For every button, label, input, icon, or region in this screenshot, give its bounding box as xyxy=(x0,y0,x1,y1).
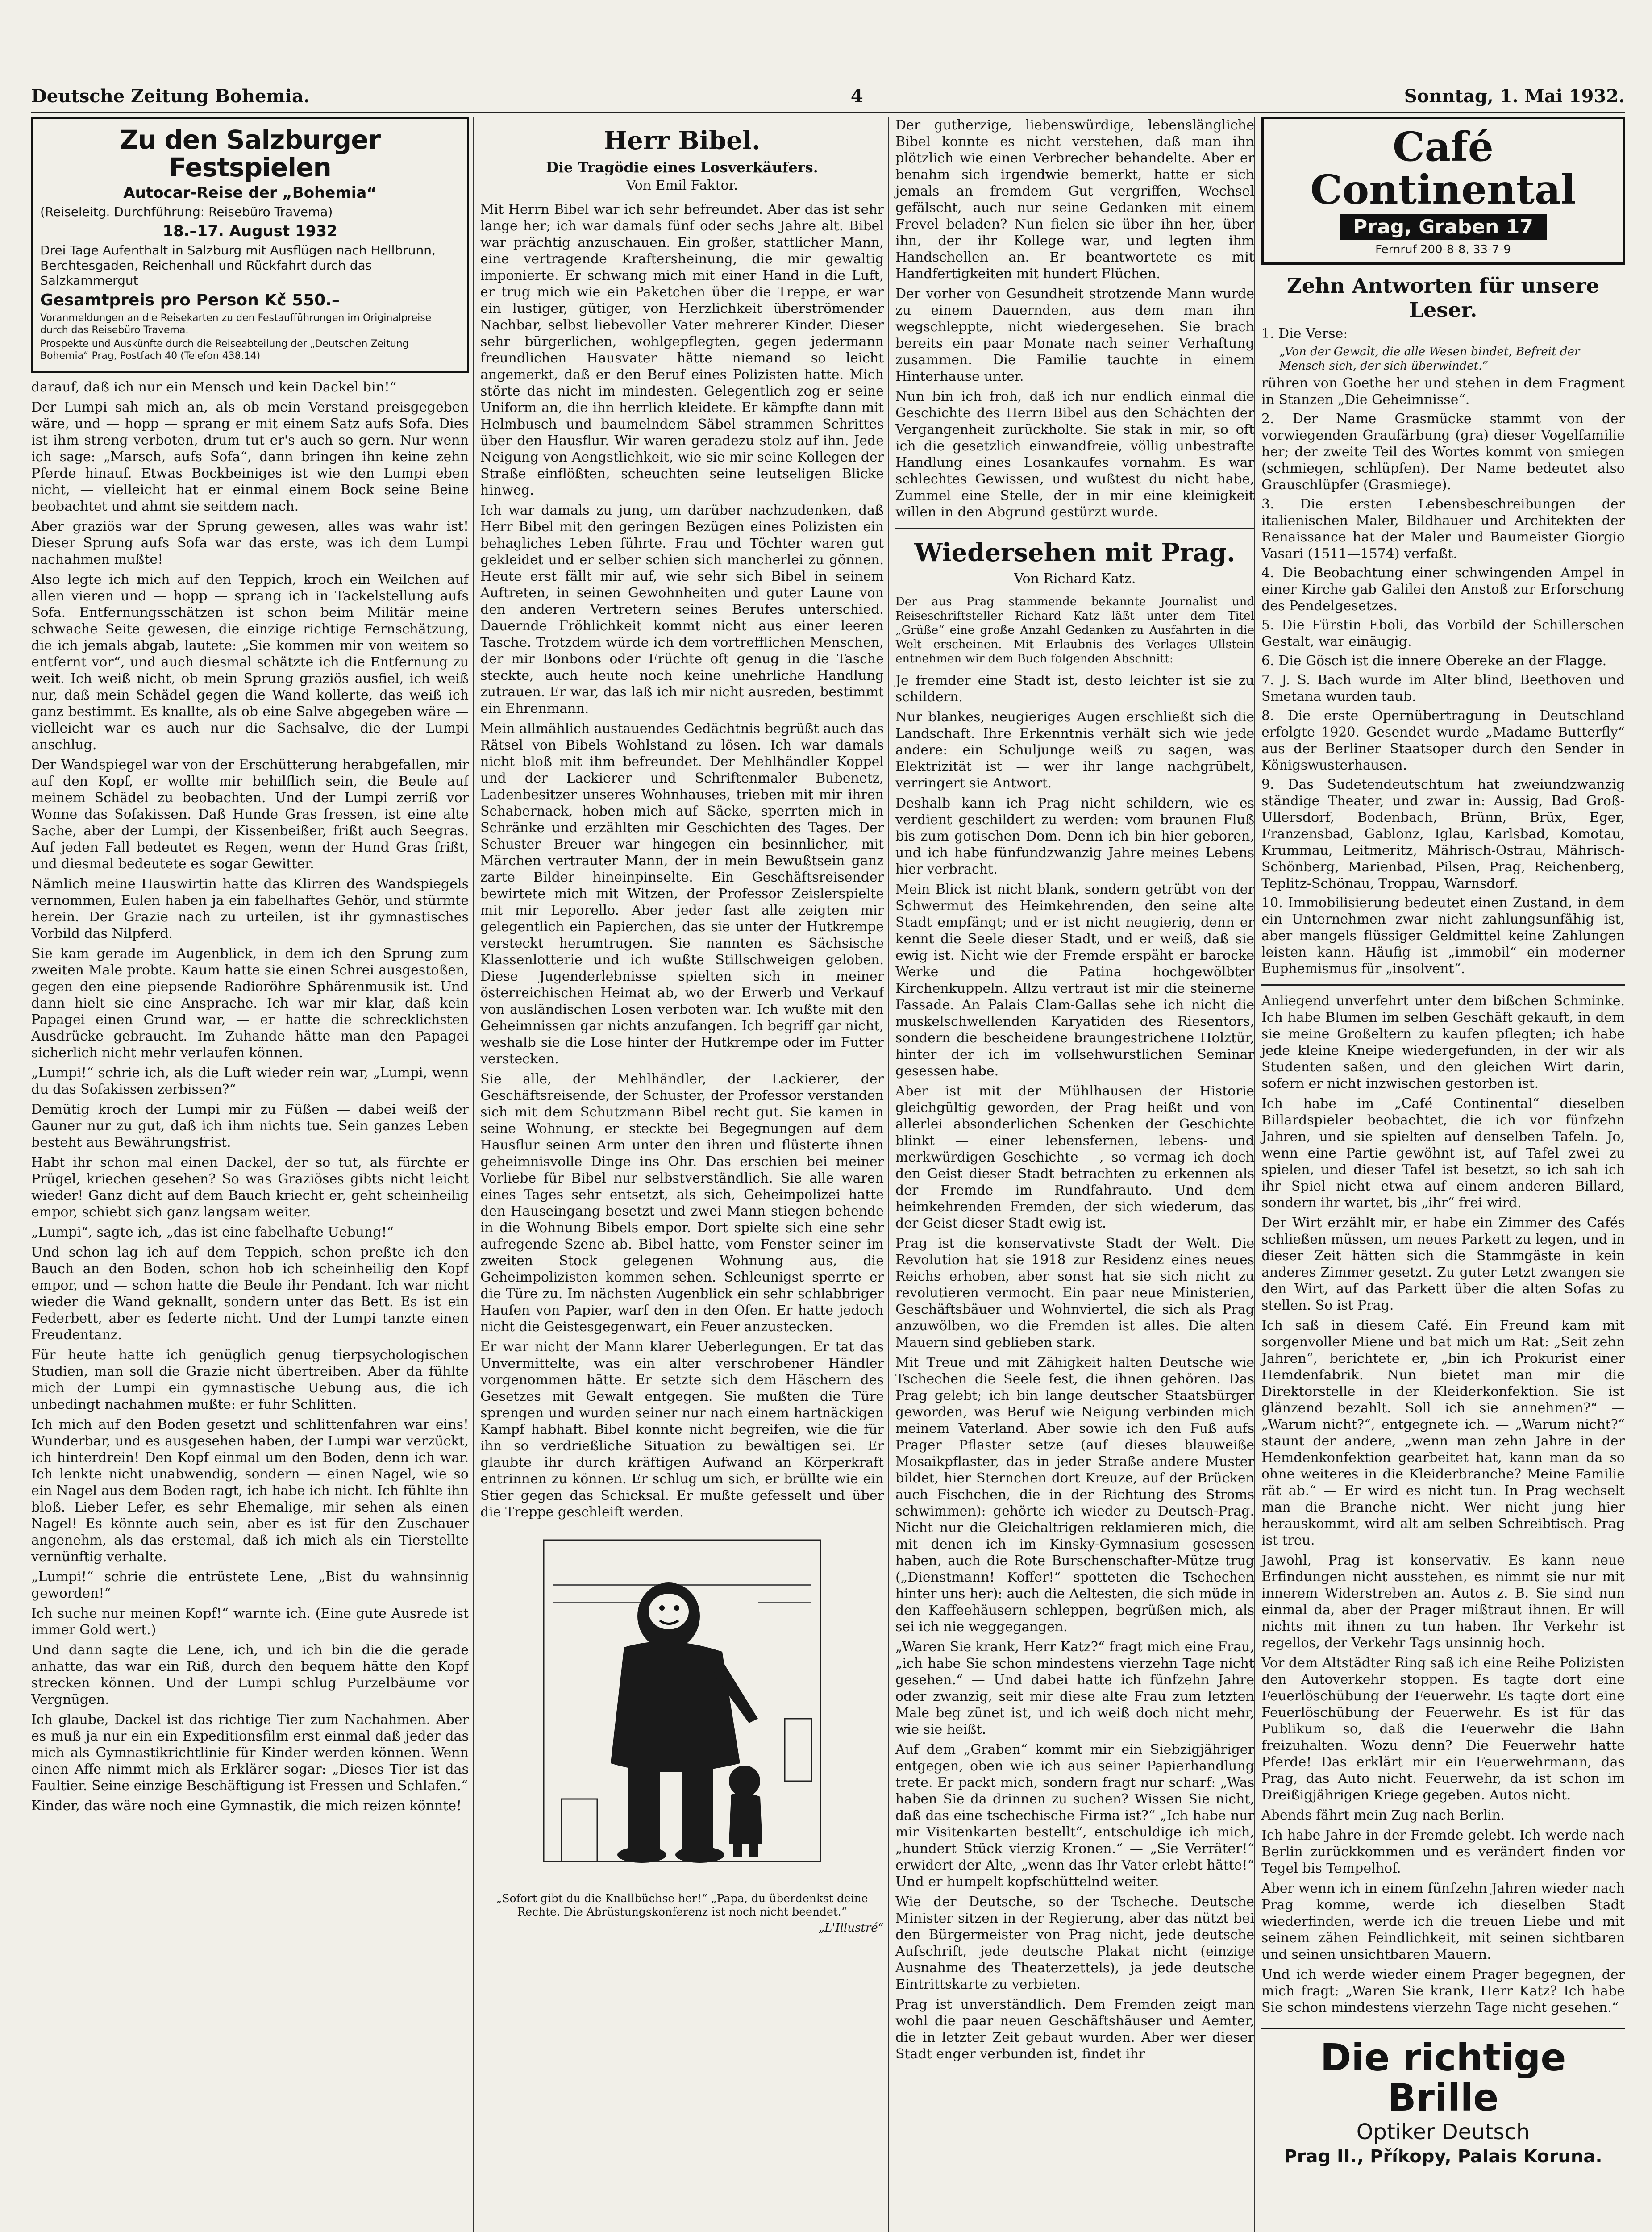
article-author-prag: Von Richard Katz. xyxy=(1014,571,1136,587)
cafe-title: Café Continental xyxy=(1310,123,1576,213)
ad-organizer: (Reiseleitg. Durchführung: Reisebüro Travema) xyxy=(40,204,333,219)
column-3 xyxy=(888,117,1254,2232)
article-title-prag: Wiedersehen mit Prag. xyxy=(914,538,1236,567)
list-item: 7. J. S. Bach wurde im Alter blind, Beethoven und Smetana wurden taub. xyxy=(1261,672,1625,704)
paragraph: Ich war damals zu jung, um darüber nachzudenken, daß Herr Bibel mit den geringen Bezügen eines Polizisten ein behagliches Leben führte. Frau und Töchter waren gut gekleidet und er selber schien sich mancherlei zu gönnen. Heute erst fällt mir auf, wie sehr sich Bibel in seinem Auftreten, in seinen Gewohnheiten und guter Laune von den anderen Vertretern seines Berufes unterschied. Dauernde Fröhlichkeit kommt nicht aus einer leeren Tasche. Trotzdem würde ich dem vortrefflichen Menschen, der mir Bonbons oder Früchte oft genug in die Tasche steckte, auch heute noch keine unehrliche Handlung zutrauen. Er war, das laß ich mir nicht ausreden, bestimmt ein Ehrenmann. xyxy=(480,503,884,716)
article-author-bibel: Von Emil Faktor. xyxy=(626,178,738,193)
paragraph: Aber ist mit der Mühlhausen der Historie gleichgültig geworden, der Prag heißt und von allerlei absonderlichen Schenken der Geschichte blinkt — einer lebensfernen, lebens- und merkwürdigen Geschichte —, so vermag ich doch den Geist dieser Stadt betrachten zu erkennen als der Fremde im Rundfahrauto. Und dem heimkehrenden Fremden, der sich wiederum, das der Geist dieser Stadt ewig ist. xyxy=(895,1083,1254,1231)
page-header xyxy=(31,80,1625,113)
paragraph: Kinder, das wäre noch eine Gymnastik, die mich reizen könnte! xyxy=(31,1798,462,1814)
paragraph: „Lumpi!“ schrie ich, als die Luft wieder rein war, „Lumpi, wenn du das Sofakissen zerbissen?“ xyxy=(31,1065,469,1097)
ad-description: Drei Tage Aufenthalt in Salzburg mit Ausflügen nach Hellbrunn, Berchtesgaden, Reichenhall und Rückfahrt durch das Salzkammergut xyxy=(40,243,436,288)
paragraph: Wie der Deutsche, so der Tscheche. Deutsche Minister sitzen in der Regierung, aber das nützt bei den Bürgermeister von Prag nicht, jede deutsche Aufschrift, jede deutsche Plakat nicht (einzige Ausnahme des Theaterzettels), ja jede deutsche Eintrittskarte zu verbieten. xyxy=(895,1894,1254,1992)
cartoon-illustration xyxy=(535,1531,829,1888)
list-item: rühren von Goethe her und stehen in dem Fragment in Stanzen „Die Geheimnisse“. xyxy=(1261,375,1625,408)
paragraph: Der Wandspiegel war von der Erschütterung herabgefallen, mir auf den Kopf, er wollte mir behilflich sein, die Beule auf meinem Schädel zu beobachten. Und der Lumpi zerriß vor Wonne das Sofakissen. Daß Hunde Gras fressen, ist eine alte Sache, aber der Lumpi, der Kissenbeißer, frißt auch Seegras. Auf jeden Fall bedeutet es Regen, wenn der Hund Gras frißt, und diesmal bedeutete es sogar Gewitter. xyxy=(31,757,469,872)
paragraph: Ich mich auf den Boden gesetzt und schlittenfahren war eins! Wunderbar, und es ausgesehen haben, der Lumpi war verzückt, ich hinterdrein! Den Kopf einmal um den Boden, denn ich war. Ich lenkte nicht unabwendig, sondern — einen Nagel, wie so ein Nagel aus dem Boden ragt, ich habe ich nicht. Ich fühlte ihn bloß. Lieber Lefer, es sehr Ehemalige, mir sehen als einen Nagel! Es könnte auch sein, aber es ist für den Zuschauer angenehm, als das erstemal, daß ich mich als ein Tierstellte vernünftig verhalte. xyxy=(31,1417,469,1565)
column-1 xyxy=(31,117,469,2232)
article-intro-prag: Der aus Prag stammende bekannte Journalist und Reiseschriftsteller Richard Katz läßt unter dem Titel „Grüße“ eine große Anzahl Gedanken zu Ausfahrten in die Welt erscheinen. Mit Erlaubnis des Verlages Ullstein entnehmen wir dem Buch folgenden Abschnitt: xyxy=(895,595,1254,666)
paragraph: Jawohl, Prag ist konservativ. Es kann neue Erfindungen nicht ausstehen, es nimmt sie nur mit innerem Widerstreben an. Autos z. B. Sie sind nun einmal da, aber der Prager mißtraut ihnen. Er will nichts mit ihnen zu tun haben. Ihr Verkehr ist regellos, der Verkehr Tags unsinnig hoch. xyxy=(1261,1553,1625,1651)
cafe-phone: Fernruf 200-8-8, 33-7-9 xyxy=(1375,243,1511,256)
paragraph: Je fremder eine Stadt ist, desto leichter ist sie zu schildern. xyxy=(895,673,1254,705)
list-item: „Von der Gewalt, die alle Wesen bindet, Befreit der Mensch sich, der sich überwindet.“ xyxy=(1279,345,1580,373)
paragraph: Mein Blick ist nicht blank, sondern getrübt von der Schwermut des Heimkehrenden, den seine alte Stadt empfängt; und er ist nicht neugierig, denn er kennt die Seele dieser Stadt, und er weiß, daß sie ewig ist. Nicht wie der Fremde erspäht er barocke Werke und die Patina hochgewölbter Kirchenkuppeln. Allzu vertraut ist mir die steinerne Fassade. An Palais Clam-Gallas sehe ich nicht die muskelschwellenden Karyatiden des Riesentors, sondern die bescheidene braungestrichene Holztür, hinter der ich im vollsehwurstlichen Seminar gesessen habe. xyxy=(895,882,1254,1079)
header-page-number: 4 xyxy=(850,85,863,107)
ad-note-2: Prospekte und Auskünfte durch die Reiseabteilung der „Deutschen Zeitung Bohemia“ Prag, Postfach 40 (Telefon 438.14) xyxy=(40,338,409,362)
paragraph: Aber wenn ich in einem fünfzehn Jahren wieder nach Prag komme, werde ich dieselben Stadt wiederfinden, werde ich die treuen Liebe und mit seinem zähen Feindlichkeit, mit seinen sichtbaren und seinen unsichtbaren Mauern. xyxy=(1261,1881,1625,1962)
col4-article-body xyxy=(1261,993,1625,2016)
cafe-address: Prag, Graben 17 xyxy=(1340,214,1547,240)
article-divider xyxy=(895,528,1254,529)
list-item: 9. Das Sudetendeutschtum hat zweiundzwanzig ständige Theater, und zwar in: Aussig, Bad Groß-Ullersdorf, Bodenbach, Brünn, Brüx, Eger, Franzensbad, Gablonz, Iglau, Karlsbad, Komotau, Krummau, Leitmeritz, Mährisch-Ostrau, Mährisch-Schönberg, Marienbad, Pilsen, Prag, Reichenberg, Teplitz-Schönau, Troppau, Warnsdorf. xyxy=(1261,777,1625,891)
paragraph: Demütig kroch der Lumpi mir zu Füßen — dabei weiß der Gauner nur zu gut, daß ich ihm nichts tue. Sein ganzes Leben besteht aus Bewährungsfrist. xyxy=(31,1102,469,1150)
paragraph: „Lumpi“, sagte ich, „das ist eine fabelhafte Uebung!“ xyxy=(31,1224,394,1240)
col3-article-body xyxy=(895,672,1254,2062)
list-title: Zehn Antworten für unsere Leser. xyxy=(1287,274,1599,322)
paragraph: Aber graziös war der Sprung gewesen, alles was wahr ist! Dieser Sprung aufs Sofa war das erste, was ich dem Lumpi nachahmen mußte! xyxy=(31,519,469,567)
ad-subtitle: Autocar-Reise der „Bohemia“ xyxy=(123,184,377,202)
col3-bibel-continuation xyxy=(895,117,1254,521)
brille-shop: Optiker Deutsch xyxy=(1356,2120,1530,2145)
paragraph: Nämlich meine Hauswirtin hatte das Klirren des Wandspiegels vernommen, Eulen haben ja ein fabelhaftes Gehör, und stürmte herein. Der Grazie nach zu urteilen, ist ihr gymnastisches Vorbild das Nilpferd. xyxy=(31,876,469,941)
paragraph: Er war nicht der Mann klarer Ueberlegungen. Er tat das Unvermittelte, was ein alter verschrobener Händler vorgenommen hätte. Er setzte sich dem Häschern des Gesetzes mit Gewalt entgegen. Sie mußten die Türe sprengen und wurden seiner nur nach einem hartnäckigen Kampf habhaft. Bibel konnte nicht begreifen, wie die für ihn so verdrießliche Situation zu bewältigen sei. Er glaubte ihr durch kräftigen Aufwand an Körperkraft entrinnen zu können. Er schlug um sich, er brüllte wie ein Stier gegen das Schicksal. Er mußte gefesselt und über die Treppe geschleift werden. xyxy=(480,1339,884,1520)
ad-title: Zu den Salzburger Festspielen xyxy=(119,125,381,183)
paragraph: Also legte ich mich auf den Teppich, kroch ein Weilchen auf allen vieren und — hopp — sprang ich in Tackelstellung aufs Sofa. Entfernungsschätzen ist schon beim Militär meine schwache Seite gewesen, die einzige richtige Fernschätzung, die ich jemals abgab, lautete: „Sie kommen mir von weitem so entfernt vor“, und auch diesmal schätzte ich die Entfernung zu weit. Ich weiß nicht, ob mein Sprung graziös ausfiel, ich weiß nur, daß mein Schädel gegen die Wand kollerte, das weiß ich ganz bestimmt. Es knallte, als ob eine Salve abgegeben wäre — vielleicht war es auch nur die Sachsalve, die der Lumpi anschlug. xyxy=(31,572,469,753)
article-title-bibel: Herr Bibel. xyxy=(603,126,761,155)
paragraph: „Waren Sie krank, Herr Katz?“ fragt mich eine Frau, „ich habe Sie schon mindestens vierzehn Tage nicht gesehen.“ — Und dabei hatte ich fünfzehn Jahre oder zwanzig, seit mir diese alte Frau zum letzten Male beg zünet ist, und ich weiß doch nicht mehr, wie sie heißt. xyxy=(895,1639,1254,1737)
ad-dates: 18.–17. August 1932 xyxy=(162,222,337,240)
paragraph: Sie kam gerade im Augenblick, in dem ich den Sprung zum zweiten Male probte. Kaum hatte sie einen Schrei ausgestoßen, gegen den eine piepsende Radioröhre Sphärenmusik ist. Und dann hielt sie eine Ansprache. Ich war mir klar, daß kein Papagei einen Grund war, — er hatte die schrecklichsten Ausdrücke gebraucht. Im Zuhande hätte man den Papagei sicherlich nicht mehr verlaufen können. xyxy=(31,946,469,1061)
paragraph: Nur blankes, neugieriges Augen erschließt sich die Landschaft. Ihre Erkenntnis verhält sich wie jede andere: ein Schuljunge weiß zu sagen, was Elektrizität ist — wer ihr lange nachgrübelt, verringert sie Antwort. xyxy=(895,709,1254,791)
paragraph: Und schon lag ich auf dem Teppich, schon preßte ich den Bauch an den Boden, schon hob ich scheinheilig den Kopf empor, und — schon hatte die Beule ihr Pendant. Ich war nicht wieder die Wand geknallt, sondern unter das Bett. Es ist ein Federbett, aber es federte nicht. Und der Lumpi tanzte einen Freudentanz. xyxy=(31,1245,469,1343)
salzburg-advertisement xyxy=(31,117,469,373)
paragraph: Mit Treue und mit Zähigkeit halten Deutsche wie Tschechen die Seele fest, die ihnen gehören. Das Prag gelebt; ich bin lange deutscher Staatsbürger geworden, was Beruf wie Neigung verbinden mich meinem Vaterland. Aber sowie ich den Fuß aufs Prager Pflaster setze (auf dieses blauweiße Mosaikpflaster, das in jeder Straße andere Muster bildet, hier Sternchen dort Kreuze, auf der Brücken auch Fischchen, die in der Richtung des Stroms schwimmen): gehörte ich wieder zu Deutsch-Prag. Nicht nur die Gleichaltrigen reklamieren mich, die mit denen ich im Kinsky-Gymnasium gesessen haben, auch die Rote Burschenschafter-Mütze trug („Dienstmann! Koffer!“ spotteten die Tschechen hinter uns her): auch die Aeltesten, die sich müde in den Kaffeehäusern schleppen, begrüßen mich, als sei ich nie weggegangen. xyxy=(895,1355,1254,1635)
paragraph: Und dann sagte die Lene, ich, und ich bin die die gerade anhatte, das war ein Riß, durch den bequem hätte den Kopf strecken können. Und der Lumpi schlug Purzelbäume vor Vergnügen. xyxy=(31,1642,469,1707)
brille-address: Prag II., Příkopy, Palais Koruna. xyxy=(1284,2146,1602,2167)
paragraph: Der gutherzige, liebenswürdige, lebenslängliche Bibel konnte es nicht verstehen, daß man ihn plötzlich wie einen Verbrecher behandelte. Aber er benahm sich irgendwie bemerkt, hatte er sich jemals an fremdem Gut vergriffen, Wechsel gefälscht, auch nur seine Gedanken mit einem Frevel beladen? Nun fielen sie über ihn her, über ihn, der ihr Kollege war, und legten ihm Handschellen an. Er beantwortete es mit Handfertigkeiten mit hundert Flüchen. xyxy=(895,117,1254,282)
paragraph: Der vorher von Gesundheit strotzende Mann wurde zu einem Dauernden, aus dem man ihn wegschleppte, nicht wiedergesehen. Sie brach bereits ein paar Monate nach seiner Verhaftung zusammen. Die Familie tauchte in einem Hinterhause unter. xyxy=(895,286,1254,384)
paragraph: darauf, daß ich nur ein Mensch und kein Dackel bin!“ xyxy=(31,379,397,395)
ad-price: Gesamtpreis pro Person Kč 550.– xyxy=(40,291,340,309)
list-item: 8. Die erste Opernübertragung in Deutschland erfolgte 1920. Gesendet wurde „Madame Butterfly“ aus der Berliner Staatsoper durch den Sender in Königswusterhausen. xyxy=(1261,708,1625,773)
paragraph: Ich glaube, Dackel ist das richtige Tier zum Nachahmen. Aber es muß ja nur ein ein Expeditionsfilm erst einmal daß jeder das mich als Gymnastikrichtlinie für Kinder werden können. Wenn einen Affe nimmt mich als Erklärer sogar: „Dieses Tier ist das Faultier. Seine einzige Beschäftigung ist Fressen und Schlafen.“ xyxy=(31,1712,469,1794)
paragraph: Abends fährt mein Zug nach Berlin. xyxy=(1261,1807,1505,1823)
list-item: 1. Die Verse: xyxy=(1261,326,1348,341)
cartoon-caption: „Sofort gibt du die Knallbüchse her!“ „Papa, du überdenkst deine Rechte. Die Abrüstungskonferenz ist noch nicht beendet.“ xyxy=(496,1892,868,1918)
col1-article-body xyxy=(31,379,469,1814)
header-newspaper-name: Deutsche Zeitung Bohemia. xyxy=(31,85,310,107)
list-item: 6. Die Gösch ist die innere Obereke an der Flagge. xyxy=(1261,653,1607,669)
answers-list xyxy=(1261,325,1625,977)
cafe-continental-advertisement xyxy=(1261,117,1625,265)
paragraph: Ich habe im „Café Continental“ dieselben Billardspieler beobachtet, die ich vor fünfzehn Jahren, und sie spielten auf denselben Tafeln. Jo, wenn eine Partie gewöhnt ist, auf Tafel zwei zu spielen, und dieser Tafel ist besetzt, so ich sah ich ihr Spiel nicht etwa auf einem anderen Billard, sondern ihr wartet, bis „ihr“ frei wird. xyxy=(1261,1096,1625,1211)
col2-article-body xyxy=(480,201,884,1520)
cartoon-source: „L'Illustré“ xyxy=(818,1921,884,1935)
list-item: 2. Der Name Grasmücke stammt von der vorwiegenden Graufärbung (gra) dieser Vogelfamilie her; der zweite Teil des Wortes kommt von smiegen (schmiegen, schlüpfen). Der Name bedeutet also Grauschlüpfer (Grasmiege). xyxy=(1261,411,1625,493)
paragraph: Mein allmählich austauendes Gedächtnis begrüßt auch das Rätsel von Bibels Wohlstand zu lösen. Ich war damals nicht bloß mit ihm befreundet. Der Mehlhändler Koppel und der Lackierer und Schriftenmaler Bubenetz, Ladenbesitzer unseres Wohnhauses, trieben mit mir ihren Schabernack, hoben mich auf Säcke, sperrten mich in Schränke und erzählten mir Geschichten des Tages. Der Schuster Breuer war hingegen ein besinnlicher, mit Märchen vertrauter Mann, der in mein Bewußtsein ganz zarte Bilder hineinpinselte. Ein Geschäftsreisender bewirtete mich mit Witzen, der Professor Zeislerspielte mit mir Leporello. Aber jeder fast alle zeigten mir gelegentlich ein Papierchen, das sie unter der Hutkrempe versteckt herumtrugen. Sie nannten es Sächsische Klassenlotterie und ich wußte Stillschweigen geloben. Diese Jugenderlebnisse spielten sich in meiner österreichischen Heimat ab, wo der Erwerb und Verkauf von ausländischen Losen verboten war. Ich wußte mit den Geheimnissen gar nichts anzufangen. Ich begriff gar nicht, weshalb sie die Lose hinter der Hutkrempe oder im Futter verstecken. xyxy=(480,721,884,1067)
column-2 xyxy=(473,117,884,2232)
list-item: 10. Immobilisierung bedeutet einen Zustand, in dem ein Unternehmen zwar nicht zahlungsunfähig ist, aber mangels flüssiger Geldmittel keine Zahlungen leisten kann. Häufig ist „immobil“ ein moderner Euphemismus für „insolvent“. xyxy=(1261,895,1625,977)
brille-title: Die richtige Brille xyxy=(1320,2036,1566,2120)
paragraph: Ich saß in diesem Café. Ein Freund kam mit sorgenvoller Miene und bat mich um Rat: „Seit zehn Jahren“, berichtete er, „bin ich Prokurist einer Hemdenfabrik. Nun bietet man mir die Direktorstelle in der Kleiderkonfektion. Sie ist glänzend bezahlt. Soll ich sie annehmen?“ — „Warum nicht?“, entgegnete ich. — „Warum nicht?“ staunt der andere, „wenn man zehn Jahre in der Hemdenkonfektion gearbeitet hat, kann man da so ohne weiteres in die Kleiderbranche? Meine Familie rät ab.“ — Er wird es nicht tun. In Prag wechselt man die Branche nicht. Wer nicht jung hier herauskommt, wird alt am selben Schreibtisch. Prag ist treu. xyxy=(1261,1318,1625,1548)
paragraph: Prag ist die konservativste Stadt der Welt. Die Revolution hat sie 1918 zur Residenz eines neues Reichs erhoben, aber sonst hat sie sich nicht zu revolutieren vermocht. Ein paar neue Ministerien, Geschäftsbäuer und Wohnviertel, die sich als Prag anzuwölben, wo die Fremden ist alles. Die alten Mauern sind geblieben stark. xyxy=(895,1236,1254,1350)
paragraph: Habt ihr schon mal einen Dackel, der so tut, als fürchte er Prügel, kriechen gesehen? So was Graziöses gibts nicht leicht wieder! Ganz dicht auf dem Bauch kriecht er, geht scheinheilig empor, schiebt sich ganz langsam weiter. xyxy=(31,1155,469,1220)
paragraph: Sie alle, der Mehlhändler, der Lackierer, der Geschäftsreisende, der Schuster, der Professor verstanden sich mit dem Schutzmann Bibel recht gut. Sie kamen in seine Wohnung, er steckte bei Begegnungen auf dem Hausflur seinen Arm unter den ihren und flüsterte ihnen geheimnisvolle Dinge ins Ohr. Das erschien bei meiner Vorliebe für Bibel nur selbstverständlich. Sie alle waren eines Tages sehr entsetzt, als sich, Geheimpolizei hatte den Hauseingang besetzt und zwei Mann stiegen behende in die Wohnung Bibels empor. Dort spielte sich eine sehr aufregende Szene ab. Bibel hatte, vom Fenster seiner im zweiten Stock gelegenen Wohnung aus, die Geheimpolizisten kommen sehen. Schleunigst sperrte er die Türe zu. Im nächsten Augenblick ein sehr schlabbriger Haufen von Papier, warf den in den Ofen. Er hatte jedoch nicht die Geistesgegenwart, ein Feuer anzustecken. xyxy=(480,1071,884,1335)
optician-advertisement xyxy=(1261,2028,1625,2167)
paragraph: Vor dem Altstädter Ring saß ich eine Reihe Polizisten den Autoverkehr stoppen. Es tagte dort eine Feuerlöschübung der Feuerwehr. Es tagte dort eine Feuerlöschübung der Feuerwehr. Es ist für das Publikum so, daß die Feuerwehr die Bahn freizuhalten. Wozu denn? Die Feuerwehr hatte Pferde! Das erklärt mir ein Feuerwehrmann, das Prag, das Auto nicht. Feuerwehr, da ist schon im Dreißigjährigen Kriege gegeben. Autos nicht. xyxy=(1261,1655,1625,1803)
paragraph: Prag ist unverständlich. Dem Fremden zeigt man wohl die paar neuen Geschäftshäuser und Aemter, die in letzter Zeit gebaut wurden. Aber wer dieser Stadt enger verbunden ist, findet ihr xyxy=(895,1997,1254,2062)
ad-note-1: Voranmeldungen an die Reisekarten zu den Festaufführungen im Originalpreise durch das Reisebüro Travema. xyxy=(40,312,432,336)
paragraph: Für heute hatte ich genüglich genug tierpsychologischen Studien, man soll die Grazie nicht übertreiben. Aber da fühlte mich der Lumpi ein gymnastische Uebung aus, die ich unbedingt nachahmen mußte: er fuhr Schlitten. xyxy=(31,1347,469,1412)
paragraph: „Lumpi!“ schrie die entrüstete Lene, „Bist du wahnsinnig geworden!“ xyxy=(31,1569,469,1601)
section-divider xyxy=(1261,984,1625,986)
paragraph: Nun bin ich froh, daß ich nur endlich einmal die Geschichte des Herrn Bibel aus den Schächten der Vergangenheit zurückholte. Sie stak in mir, so oft ich die gesetzlich einwandfreie, völlig unbestrafte Handlung eines Losankaufes vornahm. Es war schlechtes Gewissen, und wußtest du nicht habe, Zummel eine Stelle, der in mir eine kleinigkeit willen in den Abgrund gestürzt wurde. xyxy=(895,389,1254,520)
list-item: 5. Die Fürstin Eboli, das Vorbild der Schillerschen Gestalt, war einäugig. xyxy=(1261,617,1625,650)
paragraph: Der Wirt erzählt mir, er habe ein Zimmer des Cafés schließen müssen, um neues Parkett zu legen, und in dieser Zeit hätten sich die Stammgäste in kein anderes Zimmer gesetzt. Zu guter Letzt zwangen sie den Wirt, auf das Parkett über die alten Sofas zu stellen. So ist Prag. xyxy=(1261,1215,1625,1313)
paragraph: Und ich werde wieder einem Prager begegnen, der mich fragt: „Waren Sie krank, Herr Katz? Ich habe Sie schon mindestens vierzehn Tage nicht gesehen.“ xyxy=(1261,1967,1625,2015)
paragraph: Auf dem „Graben“ kommt mir ein Siebzigjähriger entgegen, oben wie ich aus seiner Papierhandlung trete. Er packt mich, sondern fragt nur scharf: „Was haben Sie da drinnen zu suchen? Wissen Sie nicht, daß das eine tschechische Firma ist?“ „Ich habe nur mir Visitenkarten bestellt“, entschuldige ich mich, „hundert Stück vierzig Kronen.“ — „Sie Verräter!“ erwidert der Alte, „wenn das Ihr Vater erlebt hätte!“ Und er humpelt kopfschüttelnd weiter. xyxy=(895,1742,1254,1890)
paragraph: Mit Herrn Bibel war ich sehr befreundet. Aber das ist sehr lange her; ich war damals fünf oder sechs Jahre alt. Bibel war prächtig anzuschauen. Ein großer, stattlicher Mann, eine vertragende Kraftersheinung, die mir gewaltig imponierte. Er schwang mich mit einer Hand in die Luft, er trug mich wie ein Paketchen über die Treppe, er war ein lustiger, gütiger, von Herzlichkeit überströmender Nachbar, selbst liebevoller Vater mehrerer Kinder. Dieser sehr bürgerlichen, wohlgepflegten, gegen jedermann freundlichen Hausvater hätte niemand so leicht angemerkt, daß er den Beruf eines Polizisten hatte. Mich störte das nicht im mindesten. Gelegentlich zog er seine Uniform an, die ihn herrlich kleidete. Er kämpfte dann mit Helmbusch und baumelndem Säbel strammen Schrittes über den Hausflur. Wir waren geradezu stolz auf ihn. Jede Neigung von Aengstlichkeit, wie sie mir seine Kollegen der Straße einflößten, scheuchten seine leutseligen Blicke hinweg. xyxy=(480,202,884,498)
paragraph: Deshalb kann ich Prag nicht schildern, wie es verdient geschildert zu werden: vom braunen Fluß bis zum gotischen Dom. Denn ich bin hier geboren, und ich habe fünfundzwanzig Jahre meines Lebens hier verbracht. xyxy=(895,795,1254,877)
list-item: 4. Die Beobachtung einer schwingenden Ampel in einer Kirche gab Galilei den Anstoß zur Erforschung des Pendelgesetzes. xyxy=(1261,565,1625,614)
header-date: Sonntag, 1. Mai 1932. xyxy=(1404,85,1625,107)
paragraph: Ich suche nur meinen Kopf!“ warnte ich. (Eine gute Ausrede ist immer Gold wert.) xyxy=(31,1606,469,1638)
paragraph: Ich habe Jahre in der Fremde gelebt. Ich werde nach Berlin zurückkommen und es verändert finden vor Tegel bis Tempelhof. xyxy=(1261,1828,1625,1876)
article-subtitle-bibel: Die Tragödie eines Losverkäufers. xyxy=(546,159,818,176)
paragraph: Der Lumpi sah mich an, als ob mein Verstand preisgegeben wäre, und — hopp — sprang er mit einem Satz aufs Sofa. Dies ist ihm streng verboten, drum tut er's auch so gern. Nur wenn ich sage: „Marsch, aufs Sofa“, dann bringen ihn keine zehn Pferde hinauf. Etwas Bockbeiniges ist wie den Lumpi eben nicht, — vielleicht hat er einmal einem Bock seine Beine beobachtet und ahmt sie seitdem nach. xyxy=(31,400,469,514)
column-4 xyxy=(1254,117,1625,2232)
paragraph: Anliegend unverfehrt unter dem bißchen Schminke. Ich habe Blumen im selben Geschäft gekauft, in dem sie meine Großeltern zu kaufen pflegten; ich habe jede kleine Kneipe wiedergefunden, in der wir als Studenten saßen, und den gleichen Wirt darin, sofern er nicht inzwischen gestorben ist. xyxy=(1261,993,1625,1091)
list-item: 3. Die ersten Lebensbeschreibungen der italienischen Maler, Bildhauer und Architekten der Renaissance hat der Maler und Baumeister Giorgio Vasari (1511—1574) verfaßt. xyxy=(1261,496,1625,562)
